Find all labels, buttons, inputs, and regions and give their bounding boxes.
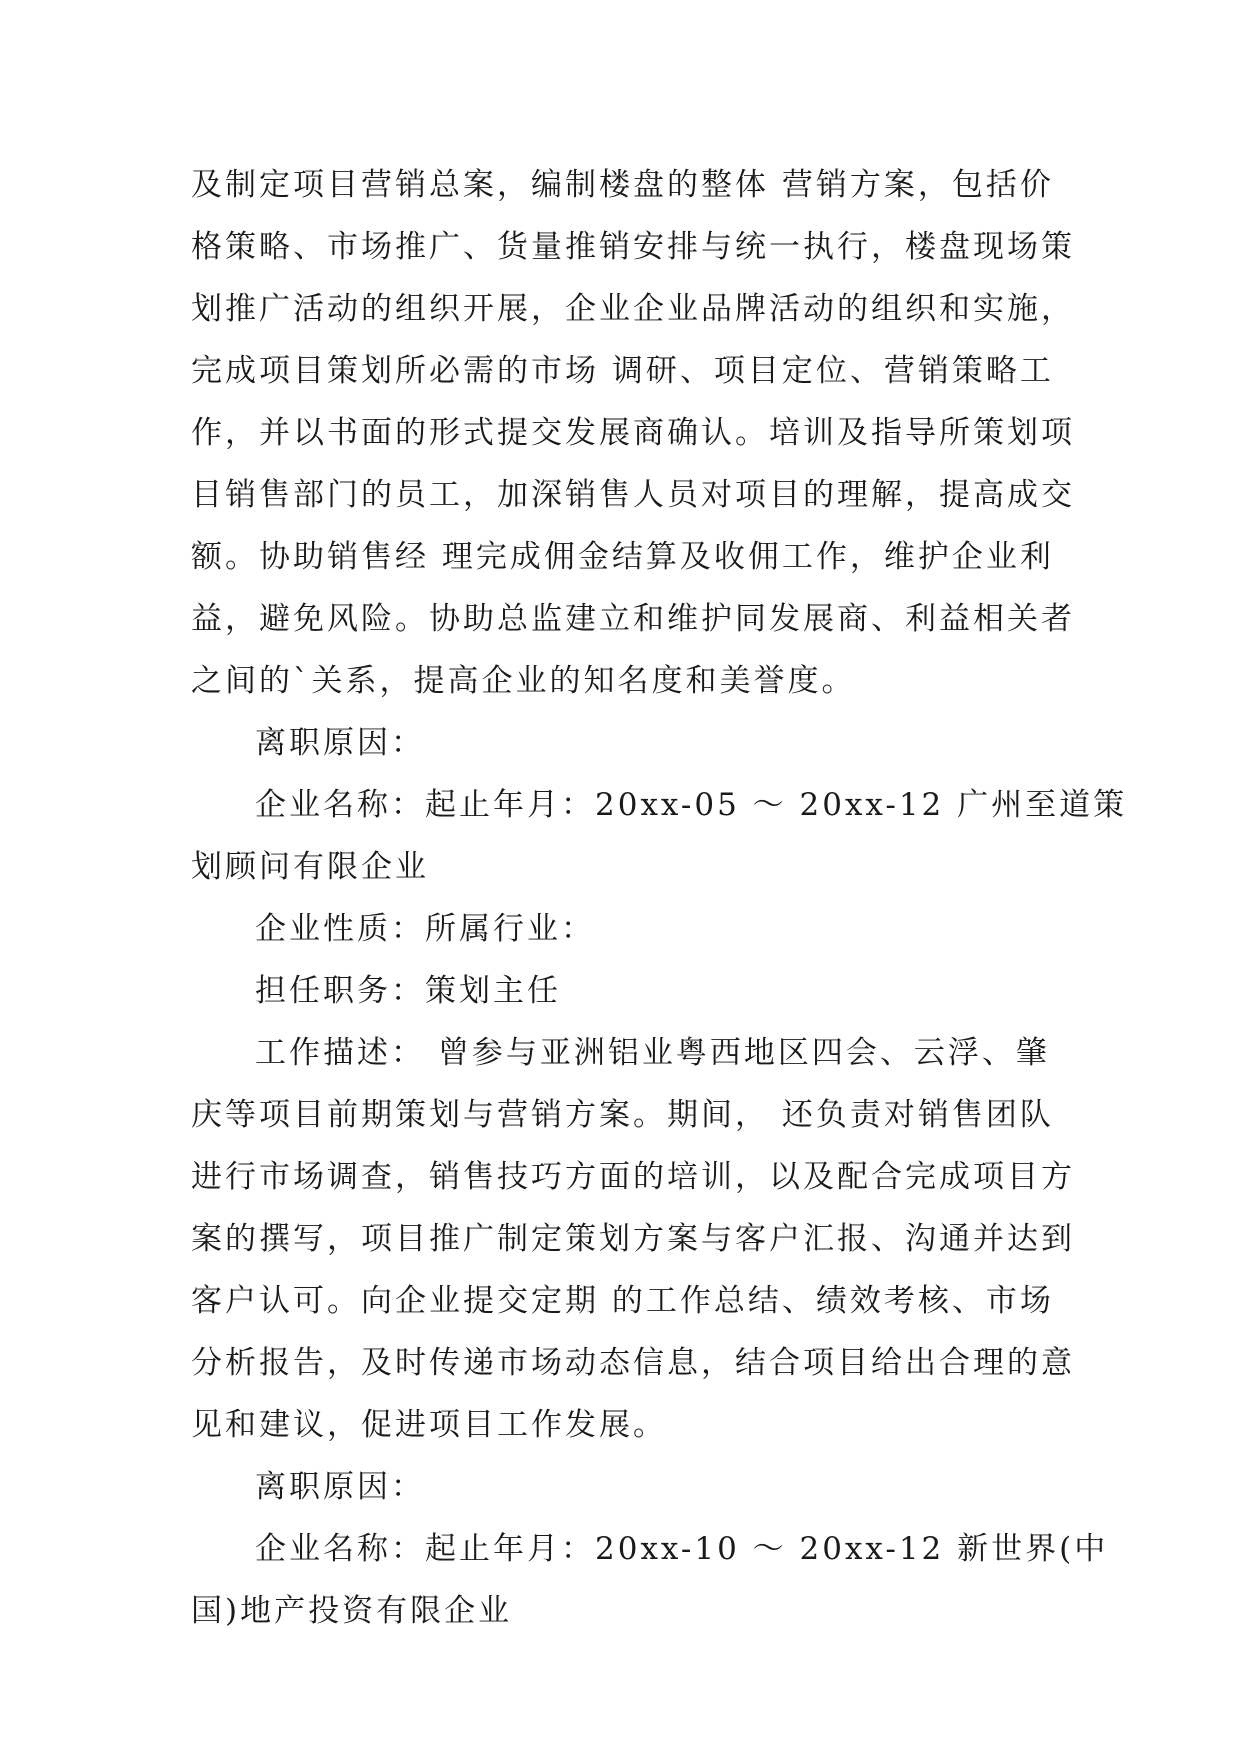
text-line: 案的撰写，项目推广制定策划方案与客户汇报、沟通并达到	[191, 1221, 1075, 1257]
text-line: 作，并以书面的形式提交发展商确认。培训及指导所策划项	[191, 415, 1075, 451]
text-line: 见和建议，促进项目工作发展。	[191, 1407, 667, 1443]
text-line: 分析报告，及时传递市场动态信息，结合项目给出合理的意	[191, 1345, 1075, 1381]
company-nature-line: 企业性质：所属行业：	[255, 911, 595, 947]
text-line: 庆等项目前期策划与营销方案。期间， 还负责对销售团队	[191, 1097, 1054, 1133]
resignation-reason-label: 离职原因：	[255, 1469, 425, 1505]
text-line: 划推广活动的组织开展，企业企业品牌活动的组织和实施，	[191, 291, 1075, 327]
text-line: 额。协助销售经 理完成佣金结算及收佣工作，维护企业利	[191, 539, 1054, 575]
text-line: 格策略、市场推广、货量推销安排与统一执行，楼盘现场策	[191, 229, 1075, 265]
company-name-continuation: 国)地产投资有限企业	[191, 1593, 513, 1629]
company-name-continuation: 划顾问有限企业	[191, 849, 429, 885]
position-line: 担任职务：策划主任	[255, 973, 561, 1009]
resignation-reason-label: 离职原因：	[255, 725, 425, 761]
document-body	[191, 154, 1128, 1642]
text-line: 益，避免风险。协助总监建立和维护同发展商、利益相关者	[191, 601, 1075, 637]
text-line: 及制定项目营销总案，编制楼盘的整体 营销方案，包括价	[191, 167, 1054, 203]
text-line: 之间的`关系，提高企业的知名度和美誉度。	[191, 663, 856, 699]
company-name-line: 企业名称：起止年月：20xx-05 ～ 20xx-12 广州至道策	[255, 787, 1128, 823]
company-name-line: 企业名称：起止年月：20xx-10 ～ 20xx-12 新世界(中	[255, 1531, 1109, 1567]
text-line: 进行市场调查，销售技巧方面的培训，以及配合完成项目方	[191, 1159, 1075, 1195]
text-line: 客户认可。向企业提交定期 的工作总结、绩效考核、市场	[191, 1283, 1054, 1319]
job-description-line: 工作描述： 曾参与亚洲铝业粤西地区四会、云浮、肇	[255, 1035, 1050, 1071]
text-line: 目销售部门的员工，加深销售人员对项目的理解，提高成交	[191, 477, 1075, 513]
text-line: 完成项目策划所必需的市场 调研、项目定位、营销策略工	[191, 353, 1054, 389]
